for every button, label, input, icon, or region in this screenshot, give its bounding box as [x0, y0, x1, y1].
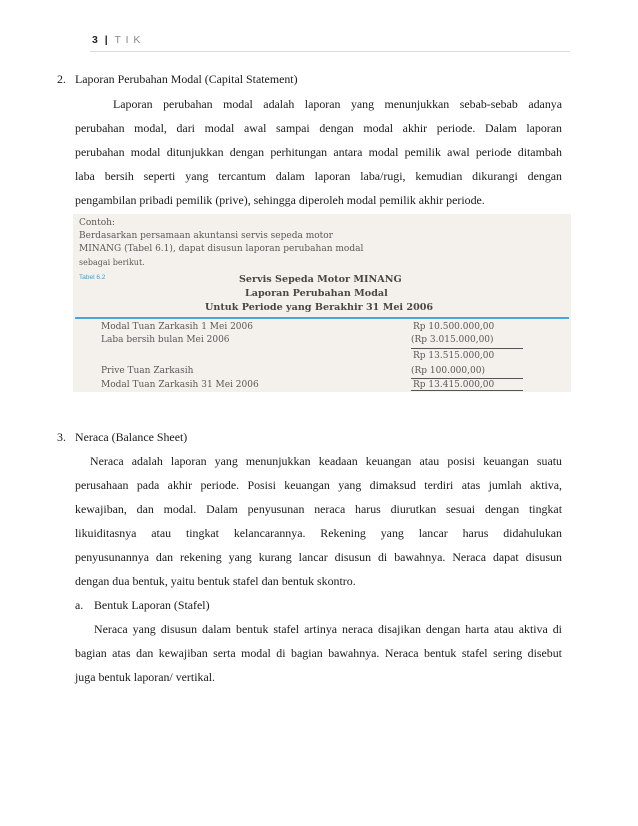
figure-amount-double-rule — [411, 390, 523, 391]
section-3-line-1: Neraca adalah laporan yang menunjukkan keadaan keuangan atau posisi keuangan suatu — [90, 454, 562, 468]
subsection-a-line-3: juga bentuk laporan/ vertikal. — [75, 670, 215, 684]
section-3-line-6: dengan dua bentuk, yaitu bentuk stafel dan bentuk skontro. — [75, 574, 356, 588]
figure-intro-1: Contoh: — [79, 218, 115, 228]
section-2-line-2: perubahan modal, dari modal awal sampai dengan modal akhir periode. Dalam laporan — [75, 121, 562, 135]
section-2-line-3: perubahan modal ditunjukkan dengan perhitungan antara modal pemilik awal periode ditambah — [75, 145, 562, 159]
section-2-line-4: laba bersih seperti yang tercantum dalam laporan laba/rugi, kemudian dikurangi dengan — [75, 169, 562, 183]
figure-amount-rule-1 — [411, 348, 523, 349]
section-2-line-1: Laporan perubahan modal adalah laporan yang menunjukkan sebab-sebab adanya — [113, 97, 562, 111]
figure-table-label: Tabel 6.2 — [79, 274, 106, 281]
figure-intro-4: sebagai berikut. — [79, 258, 145, 267]
page-header — [92, 34, 141, 46]
header-separator: | — [104, 34, 109, 46]
figure-row-5-label: Modal Tuan Zarkasih 31 Mei 2006 — [101, 380, 259, 390]
figure-title-1: Servis Sepeda Motor MINANG — [239, 274, 402, 285]
subsection-a-marker: a. — [75, 598, 84, 612]
figure-row-4-label: Prive Tuan Zarkasih — [101, 366, 194, 376]
section-3-number: 3. — [57, 430, 66, 444]
section-3-title: Neraca (Balance Sheet) — [75, 430, 188, 444]
header-subject: T I K — [114, 34, 142, 46]
page-number: 3 — [92, 34, 99, 46]
subsection-a-line-1: Neraca yang disusun dalam bentuk stafel artinya neraca disajikan dengan harta atau aktiva di — [94, 622, 562, 636]
figure-row-5-amount: Rp 13.415.000,00 — [413, 380, 495, 390]
figure-row-2-label: Laba bersih bulan Mei 2006 — [101, 335, 230, 345]
figure-intro-2: Berdasarkan persamaan akuntansi servis sepeda motor — [79, 231, 333, 241]
section-3-line-3: kewajiban, dan modal. Dalam penyusunan neraca harus diurutkan sesuai dengan tingkat — [75, 502, 562, 516]
figure-blue-rule — [75, 317, 569, 319]
header-divider — [90, 51, 570, 52]
figure-amount-rule-2 — [411, 378, 523, 379]
section-3-line-2: perusahaan pada akhir periode. Posisi keuangan yang dimaksud terdiri atas jumlah aktiva, — [75, 478, 562, 492]
figure-row-4-amount: (Rp 100.000,00) — [411, 366, 485, 376]
section-3-line-5: penyusunannya dan rekening yang kurang lancar disusun di bawahnya. Neraca dapat disusun — [75, 550, 562, 564]
figure-title-3: Untuk Periode yang Berakhir 31 Mei 2006 — [205, 302, 434, 313]
subsection-a-title: Bentuk Laporan (Stafel) — [94, 598, 210, 612]
section-3-line-4: likuiditasnya atau tingkat kelancarannya. Rekening yang lancar harus didahulukan — [75, 526, 562, 540]
subsection-a-line-2: bagian atas dan kewajiban serta modal di bagian bawahnya. Neraca bentuk stafel sering disebut — [75, 646, 562, 660]
figure-intro-3: MINANG (Tabel 6.1), dapat disusun laporan perubahan modal — [79, 244, 364, 254]
figure-row-2-amount: (Rp 3.015.000,00) — [411, 335, 494, 345]
figure-row-3-amount: Rp 13.515.000,00 — [413, 351, 495, 361]
section-2-title: Laporan Perubahan Modal (Capital Statement) — [75, 72, 298, 86]
example-table-image — [73, 214, 571, 392]
section-2-number: 2. — [57, 72, 66, 86]
figure-title-2: Laporan Perubahan Modal — [245, 288, 388, 299]
figure-row-1-amount: Rp 10.500.000,00 — [413, 322, 495, 332]
figure-row-1-label: Modal Tuan Zarkasih 1 Mei 2006 — [101, 322, 253, 332]
section-2-line-5: pengambilan pribadi pemilik (prive), sehingga diperoleh modal pemilik akhir periode. — [75, 193, 485, 207]
